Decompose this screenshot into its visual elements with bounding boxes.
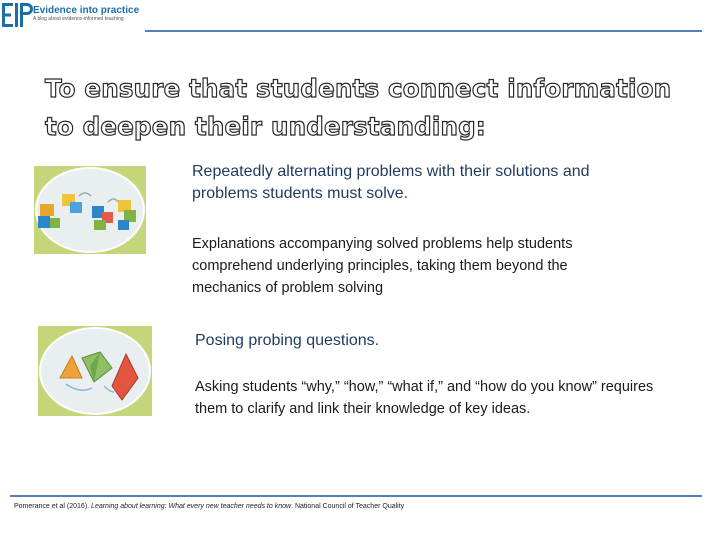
puzzle-pieces-image — [34, 166, 146, 254]
header-divider — [145, 30, 702, 32]
site-logo[interactable] — [0, 0, 140, 32]
linked-shapes-image — [38, 326, 152, 416]
point-1-heading: Repeatedly alternating problems with their solutions and problems students must solve. — [192, 163, 590, 202]
logo-subtitle: A blog about evidence-informed teaching — [33, 16, 124, 22]
citation-prefix: Pomerance et al (2016). — [14, 503, 92, 510]
footer-divider — [10, 495, 702, 497]
point-2-heading: Posing probing questions. — [195, 332, 380, 349]
citation-title: Learning about learning: What every new teacher needs to know — [91, 503, 292, 510]
slide-title — [45, 70, 685, 146]
eip-logo-icon — [0, 0, 34, 30]
logo-title: Evidence into practice — [33, 5, 140, 16]
citation — [14, 503, 404, 510]
citation-suffix: . National Council of Teacher Quality — [291, 503, 405, 510]
puzzle-pieces-icon — [34, 166, 146, 254]
slide-title-line-1: To ensure that students connect information — [45, 74, 672, 103]
linked-shapes-icon — [38, 326, 152, 416]
slide-title-line-2: to deepen their understanding: — [45, 112, 486, 141]
point-2-body: Asking students “why,” “how,” “what if,” and “how do you know” requires them to clarify and link their knowledge of key ideas. — [195, 379, 654, 417]
point-1-body: Explanations accompanying solved problems help students comprehend underlying principles, taking them beyond the mechanics of problem solving — [192, 236, 573, 296]
